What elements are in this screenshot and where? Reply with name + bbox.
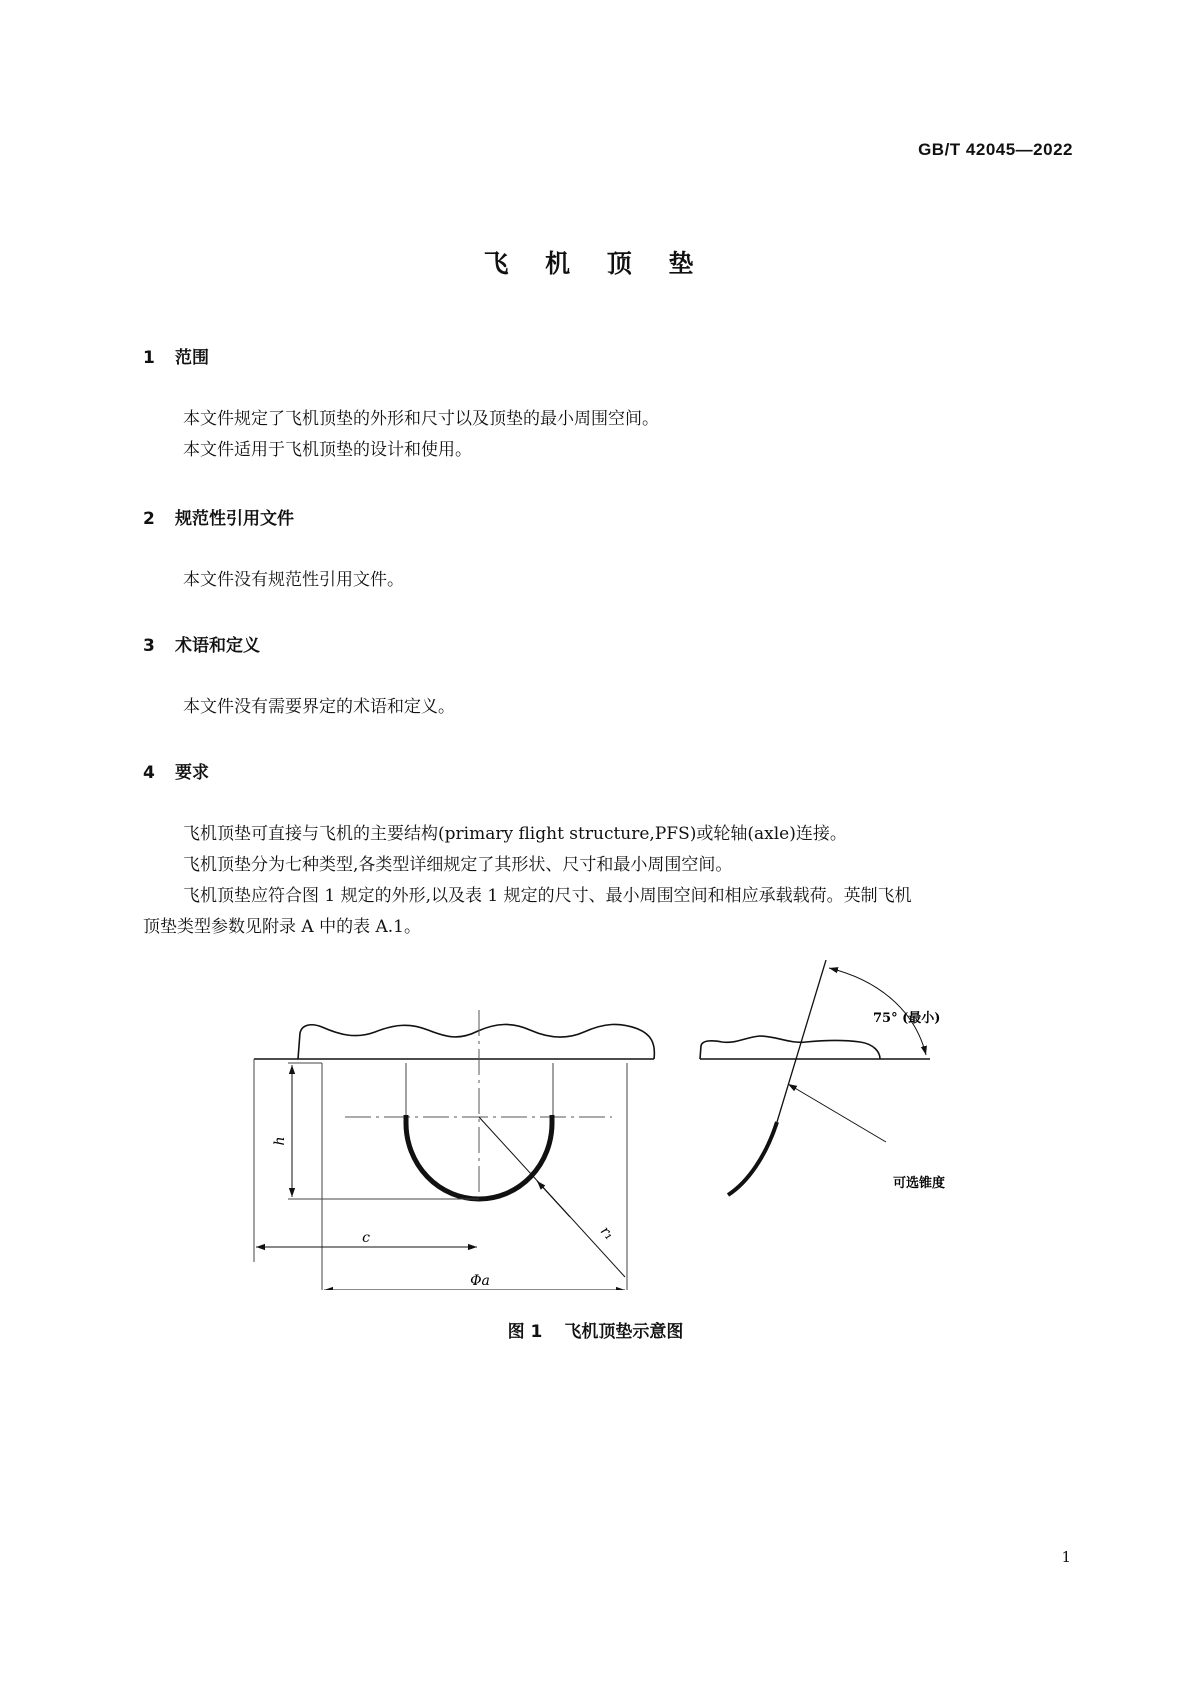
section-title: 术语和定义 bbox=[175, 636, 260, 656]
dimension-label-phi-a: Φa bbox=[470, 1273, 490, 1289]
section-number: 4 bbox=[143, 763, 155, 783]
figure-number: 图 1 bbox=[507, 1322, 543, 1342]
section-4-body bbox=[143, 819, 1063, 943]
figure-title: 飞机顶垫示意图 bbox=[564, 1322, 684, 1342]
section-3-body bbox=[143, 692, 1063, 723]
paragraph: 飞机顶垫应符合图 1 规定的外形,以及表 1 规定的尺寸、最小周围空间和相应承载载荷。英制飞机 bbox=[183, 886, 912, 906]
taper-bold-curve bbox=[728, 1122, 777, 1195]
dimension-label-h: h bbox=[272, 1136, 288, 1146]
document-title: 飞 机 顶 垫 bbox=[483, 249, 708, 278]
section-number: 1 bbox=[143, 348, 155, 368]
paragraph: 飞机顶垫分为七种类型,各类型详细规定了其形状、尺寸和最小周围空间。 bbox=[183, 855, 733, 875]
figure-caption bbox=[0, 1317, 1191, 1342]
paragraph: 本文件适用于飞机顶垫的设计和使用。 bbox=[183, 440, 472, 460]
taper-label: 可选锥度 bbox=[893, 1176, 946, 1191]
section-3-heading bbox=[143, 631, 260, 656]
section-title: 要求 bbox=[175, 763, 209, 783]
dimension-label-r1: r₁ bbox=[596, 1223, 618, 1244]
paragraph-continuation: 顶垫类型参数见附录 A 中的表 A.1。 bbox=[143, 917, 421, 937]
page-number: 1 bbox=[1061, 1548, 1071, 1566]
radius-arrow bbox=[537, 1181, 570, 1217]
structure-outline-right bbox=[700, 1036, 880, 1059]
section-number: 3 bbox=[143, 636, 155, 656]
section-1-body bbox=[143, 404, 1063, 466]
taper-leader-line bbox=[788, 1084, 886, 1142]
angle-label: 75° (最小) bbox=[873, 1011, 941, 1026]
dimension-label-c: c bbox=[362, 1230, 370, 1246]
figure-1-diagram bbox=[0, 960, 1191, 1290]
section-2-heading bbox=[143, 504, 294, 529]
standard-code: GB/T 42045—2022 bbox=[918, 140, 1073, 159]
paragraph: 本文件没有需要界定的术语和定义。 bbox=[183, 697, 455, 717]
section-2-body bbox=[143, 565, 1063, 596]
paragraph: 本文件规定了飞机顶垫的外形和尺寸以及顶垫的最小周围空间。 bbox=[183, 409, 659, 429]
paragraph: 本文件没有规范性引用文件。 bbox=[183, 570, 404, 590]
section-4-heading bbox=[143, 758, 209, 783]
structure-outline-left bbox=[298, 1024, 654, 1059]
section-title: 规范性引用文件 bbox=[175, 509, 294, 529]
section-number: 2 bbox=[143, 509, 155, 529]
paragraph: 飞机顶垫可直接与飞机的主要结构(primary flight structure,PFS)或轮轴(axle)连接。 bbox=[183, 824, 847, 844]
section-title: 范围 bbox=[175, 348, 209, 368]
section-1-heading bbox=[143, 343, 209, 368]
